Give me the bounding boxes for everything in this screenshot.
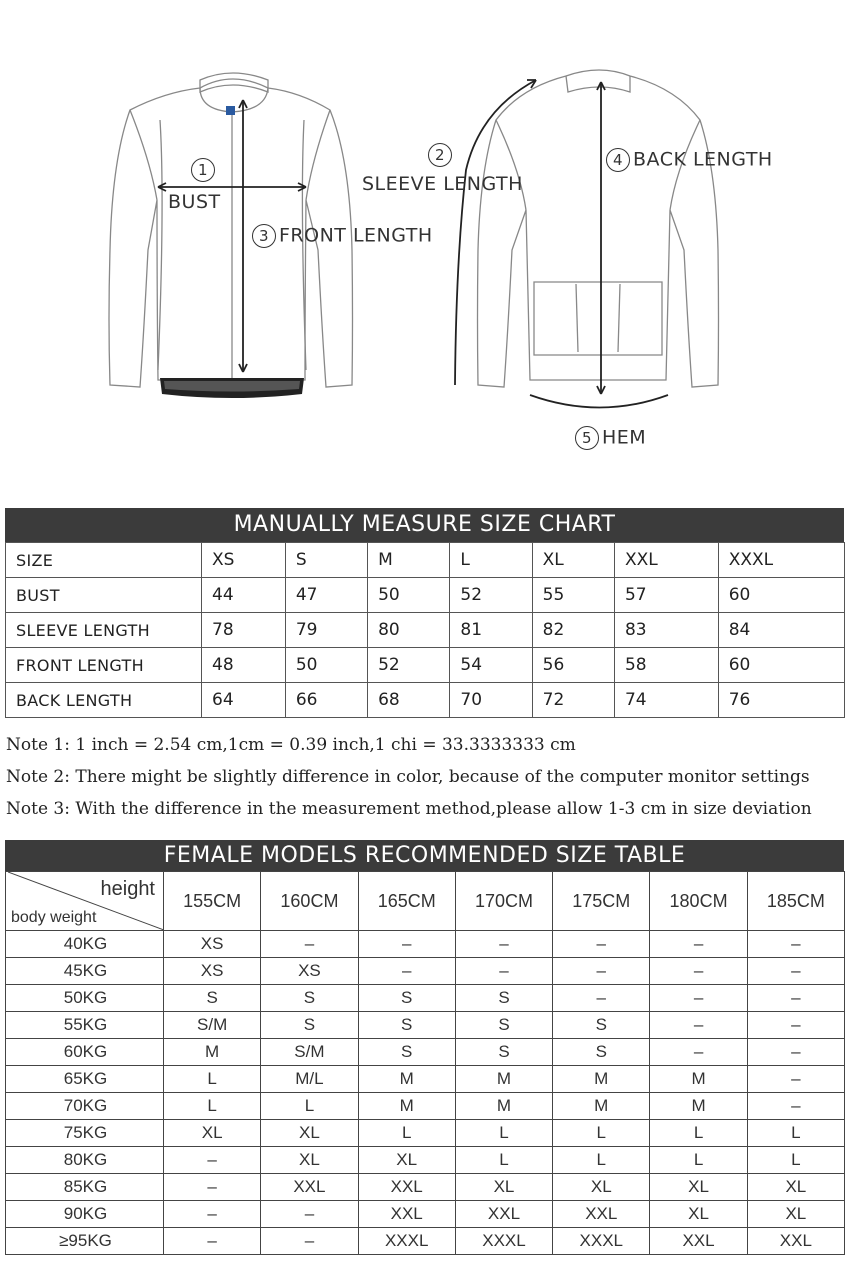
female-size-table: [5, 871, 845, 1255]
size-cell: L: [650, 1147, 747, 1174]
size-cell: XXL: [358, 1201, 455, 1228]
size-cell: –: [261, 1228, 358, 1255]
height-header: 185CM: [747, 872, 844, 931]
sleeve-length-arrow: [455, 80, 536, 385]
table-cell: 66: [285, 683, 367, 718]
hem-label: 5 HEM: [575, 426, 646, 450]
size-cell: L: [747, 1120, 844, 1147]
size-cell: L: [455, 1120, 552, 1147]
table-cell: 52: [450, 578, 532, 613]
female-table-body: [6, 931, 845, 1255]
table-row: [6, 683, 845, 718]
size-cell: M: [358, 1066, 455, 1093]
table-cell: 60: [718, 648, 844, 683]
table-row: [6, 1147, 845, 1174]
size-cell: –: [650, 1012, 747, 1039]
table-cell: 44: [202, 578, 286, 613]
note-3: Note 3: With the difference in the measurement method,please allow 1-3 cm in size deviation: [6, 799, 812, 819]
size-cell: –: [164, 1228, 261, 1255]
weight-label: 75KG: [6, 1120, 164, 1147]
table-row: [6, 931, 845, 958]
size-cell: XL: [747, 1174, 844, 1201]
size-cell: S: [358, 1012, 455, 1039]
size-cell: L: [455, 1147, 552, 1174]
header-cell: XXL: [614, 543, 718, 578]
size-cell: M: [553, 1093, 650, 1120]
row-label: BACK LENGTH: [6, 683, 202, 718]
table-cell: 72: [532, 683, 614, 718]
front-length-label: 3 FRONT LENGTH: [252, 224, 433, 248]
table-cell: 54: [450, 648, 532, 683]
height-header: 170CM: [455, 872, 552, 931]
measure-chart-title: MANUALLY MEASURE SIZE CHART: [5, 508, 844, 542]
back-jersey-outline: [478, 70, 719, 387]
corner-weight-label: body weight: [11, 909, 97, 926]
size-cell: M: [455, 1093, 552, 1120]
size-cell: XS: [261, 958, 358, 985]
header-cell: XS: [202, 543, 286, 578]
table-cell: 82: [532, 613, 614, 648]
size-cell: –: [553, 958, 650, 985]
size-cell: S: [455, 985, 552, 1012]
female-header-row: [6, 872, 845, 931]
table-cell: 78: [202, 613, 286, 648]
back-length-label: 4 BACK LENGTH: [606, 148, 773, 172]
table-row: [6, 958, 845, 985]
size-cell: –: [650, 931, 747, 958]
size-cell: XXL: [747, 1228, 844, 1255]
weight-label: 85KG: [6, 1174, 164, 1201]
header-cell: L: [450, 543, 532, 578]
size-cell: M: [553, 1066, 650, 1093]
table-cell: 74: [614, 683, 718, 718]
weight-label: 90KG: [6, 1201, 164, 1228]
size-cell: –: [747, 1066, 844, 1093]
weight-label: 65KG: [6, 1066, 164, 1093]
table-cell: 70: [450, 683, 532, 718]
size-cell: L: [650, 1120, 747, 1147]
size-cell: S: [164, 985, 261, 1012]
size-cell: M: [650, 1066, 747, 1093]
size-cell: M: [650, 1093, 747, 1120]
table-row: [6, 1093, 845, 1120]
size-cell: –: [164, 1201, 261, 1228]
size-cell: XS: [164, 931, 261, 958]
size-cell: XL: [747, 1201, 844, 1228]
table-cell: 80: [368, 613, 450, 648]
corner-height-label: height: [100, 878, 155, 900]
table-row: [6, 1201, 845, 1228]
size-cell: XXL: [261, 1174, 358, 1201]
table-cell: 47: [285, 578, 367, 613]
weight-label: 80KG: [6, 1147, 164, 1174]
table-cell: 76: [718, 683, 844, 718]
table-cell: 48: [202, 648, 286, 683]
size-cell: –: [747, 985, 844, 1012]
height-header: 160CM: [261, 872, 358, 931]
size-cell: L: [358, 1120, 455, 1147]
size-cell: XL: [261, 1147, 358, 1174]
table-row: [6, 985, 845, 1012]
size-cell: S: [261, 1012, 358, 1039]
table-row: [6, 1174, 845, 1201]
table-cell: 84: [718, 613, 844, 648]
size-cell: XXL: [358, 1174, 455, 1201]
corner-cell: [6, 872, 164, 931]
header-cell: SIZE: [6, 543, 202, 578]
size-cell: XL: [358, 1147, 455, 1174]
height-header: 155CM: [164, 872, 261, 931]
size-cell: M: [164, 1039, 261, 1066]
weight-label: 45KG: [6, 958, 164, 985]
height-header: 180CM: [650, 872, 747, 931]
female-table-title: FEMALE MODELS RECOMMENDED SIZE TABLE: [5, 840, 844, 871]
header-cell: S: [285, 543, 367, 578]
table-row: [6, 578, 845, 613]
size-cell: S: [553, 1012, 650, 1039]
table-cell: 64: [202, 683, 286, 718]
sleeve-length-label: SLEEVE LENGTH: [362, 173, 523, 195]
size-cell: L: [164, 1066, 261, 1093]
size-cell: –: [553, 931, 650, 958]
row-label: SLEEVE LENGTH: [6, 613, 202, 648]
measure-size-chart: [5, 542, 845, 718]
weight-label: 70KG: [6, 1093, 164, 1120]
row-label: BUST: [6, 578, 202, 613]
table-row: [6, 1228, 845, 1255]
table-cell: 56: [532, 648, 614, 683]
size-cell: L: [261, 1093, 358, 1120]
size-cell: XXL: [553, 1201, 650, 1228]
size-cell: –: [455, 958, 552, 985]
table-cell: 83: [614, 613, 718, 648]
size-cell: –: [164, 1147, 261, 1174]
weight-label: 50KG: [6, 985, 164, 1012]
row-label: FRONT LENGTH: [6, 648, 202, 683]
table-cell: 52: [368, 648, 450, 683]
table-row: [6, 1120, 845, 1147]
table-row: [6, 613, 845, 648]
size-cell: XL: [650, 1174, 747, 1201]
size-cell: –: [358, 931, 455, 958]
table-row: [6, 1012, 845, 1039]
weight-label: ≥95KG: [6, 1228, 164, 1255]
size-cell: –: [261, 931, 358, 958]
table-row: [6, 1066, 845, 1093]
size-cell: M/L: [261, 1066, 358, 1093]
hem-arrow: [530, 395, 668, 408]
size-cell: S: [358, 1039, 455, 1066]
size-cell: –: [261, 1201, 358, 1228]
sleeve-number: 2: [428, 143, 455, 167]
size-cell: S/M: [164, 1012, 261, 1039]
size-cell: XL: [553, 1174, 650, 1201]
bust-number: 1: [191, 158, 218, 182]
size-cell: –: [747, 958, 844, 985]
size-cell: XXXL: [553, 1228, 650, 1255]
table-cell: 81: [450, 613, 532, 648]
size-cell: M: [455, 1066, 552, 1093]
size-cell: –: [747, 1012, 844, 1039]
size-cell: S: [261, 985, 358, 1012]
bust-label: BUST: [168, 191, 221, 213]
size-cell: XL: [455, 1174, 552, 1201]
size-cell: L: [553, 1120, 650, 1147]
height-header: 175CM: [553, 872, 650, 931]
size-cell: S: [553, 1039, 650, 1066]
weight-label: 60KG: [6, 1039, 164, 1066]
size-cell: –: [650, 985, 747, 1012]
size-cell: L: [553, 1147, 650, 1174]
table-cell: 68: [368, 683, 450, 718]
size-cell: XL: [164, 1120, 261, 1147]
size-cell: XXL: [455, 1201, 552, 1228]
size-cell: XS: [164, 958, 261, 985]
size-cell: M: [358, 1093, 455, 1120]
weight-label: 40KG: [6, 931, 164, 958]
size-cell: –: [747, 931, 844, 958]
height-header: 165CM: [358, 872, 455, 931]
table-cell: 60: [718, 578, 844, 613]
size-cell: –: [455, 931, 552, 958]
jersey-measurement-diagram: [0, 0, 850, 490]
table-cell: 50: [368, 578, 450, 613]
size-cell: –: [747, 1039, 844, 1066]
size-cell: XL: [650, 1201, 747, 1228]
size-cell: XXL: [650, 1228, 747, 1255]
note-2: Note 2: There might be slightly difference in color, because of the computer monitor settings: [6, 767, 810, 787]
size-cell: S: [455, 1039, 552, 1066]
header-cell: XXXL: [718, 543, 844, 578]
size-cell: S/M: [261, 1039, 358, 1066]
size-cell: –: [650, 1039, 747, 1066]
table-cell: 58: [614, 648, 718, 683]
note-1: Note 1: 1 inch = 2.54 cm,1cm = 0.39 inch,1 chi = 33.3333333 cm: [6, 735, 576, 755]
table-row: [6, 648, 845, 683]
size-cell: L: [164, 1093, 261, 1120]
table-cell: 55: [532, 578, 614, 613]
size-cell: L: [747, 1147, 844, 1174]
weight-label: 55KG: [6, 1012, 164, 1039]
table-cell: 57: [614, 578, 718, 613]
size-cell: S: [455, 1012, 552, 1039]
size-cell: –: [164, 1174, 261, 1201]
table-cell: 50: [285, 648, 367, 683]
size-cell: S: [358, 985, 455, 1012]
header-cell: XL: [532, 543, 614, 578]
size-cell: –: [650, 958, 747, 985]
size-cell: XXXL: [358, 1228, 455, 1255]
size-cell: XL: [261, 1120, 358, 1147]
header-cell: M: [368, 543, 450, 578]
measure-header-row: [6, 543, 845, 578]
size-cell: –: [358, 958, 455, 985]
table-row: [6, 1039, 845, 1066]
table-cell: 79: [285, 613, 367, 648]
size-cell: XXXL: [455, 1228, 552, 1255]
size-cell: –: [747, 1093, 844, 1120]
size-cell: –: [553, 985, 650, 1012]
